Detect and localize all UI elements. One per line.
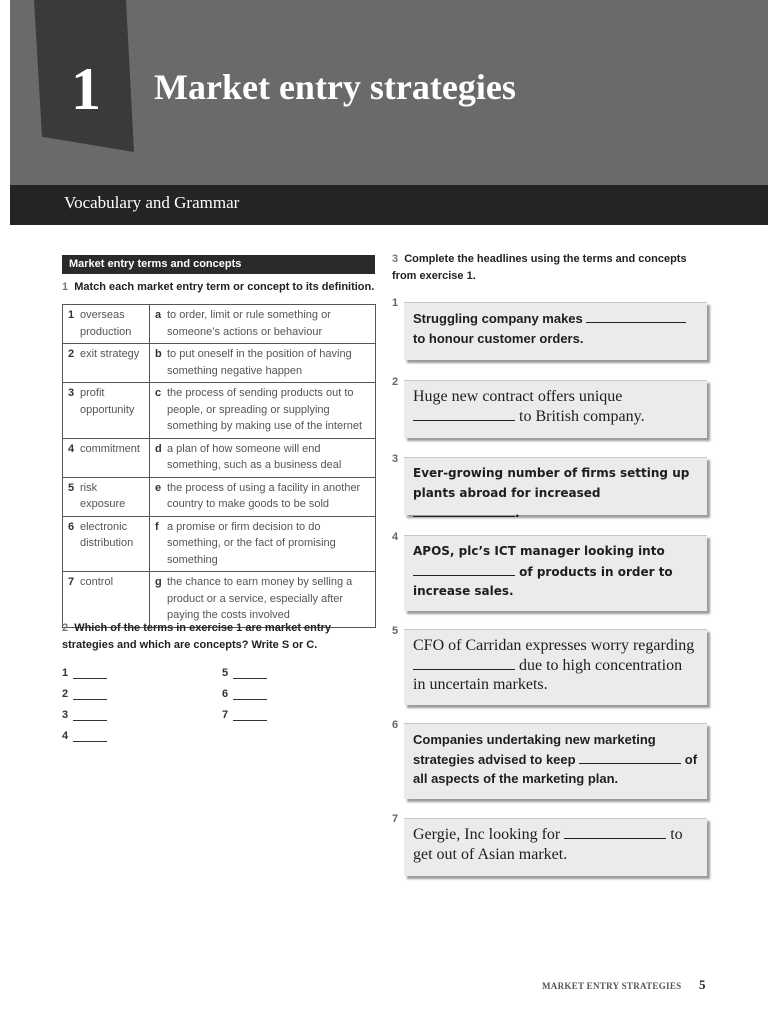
headline-blank[interactable] — [413, 503, 515, 517]
headline-before: Companies undertaking new marketing strategies advised to keep — [413, 732, 656, 767]
headline-blank[interactable] — [413, 407, 515, 421]
exercise-2-text: Which of the terms in exercise 1 are market entry strategies and which are concepts? Write S or C. — [62, 622, 331, 651]
exercise-2-instruction — [62, 620, 372, 654]
headline-card — [404, 723, 707, 799]
matching-table — [62, 304, 376, 628]
headline-card — [404, 380, 707, 438]
answer-blank[interactable] — [233, 668, 267, 679]
exercise-1-instruction — [62, 279, 376, 296]
term-number: 5 — [68, 481, 75, 494]
exercise-3-instruction — [392, 251, 707, 285]
answer-item — [222, 688, 267, 700]
term-number: 6 — [68, 520, 75, 533]
definition-text: a promise or firm decision to do something, or the fact of promising something — [167, 520, 336, 566]
answer-number: 3 — [62, 709, 69, 721]
term-number: 7 — [68, 576, 75, 588]
headline-number: 1 — [392, 297, 399, 309]
answer-item — [62, 667, 107, 679]
definition-cell — [150, 383, 376, 439]
definition-cell — [150, 438, 376, 477]
headline-number: 6 — [392, 719, 399, 731]
headline-card — [404, 818, 707, 876]
headline-text — [404, 458, 707, 530]
answer-blank[interactable] — [233, 710, 267, 721]
term-text: profit opportunity — [80, 387, 135, 416]
definition-text: the process of sending products out to people, or spreading or supplying something by making use of the internet — [167, 387, 363, 432]
exercise-2-number: 2 — [62, 622, 69, 634]
answer-item — [222, 709, 267, 721]
answer-number: 1 — [62, 667, 69, 679]
term-cell — [63, 383, 150, 439]
term-text: electronic distribution — [80, 520, 134, 549]
table-row — [63, 344, 376, 383]
answer-number: 6 — [222, 688, 229, 700]
headline-before: Gergie, Inc looking for — [413, 826, 565, 843]
headline-before: Struggling company makes — [413, 311, 587, 326]
headline-after: of all aspects of the marketing plan. — [413, 751, 698, 786]
term-number: 3 — [68, 387, 75, 399]
definition-text: to put oneself in the position of having something negative happen — [167, 348, 352, 377]
answer-item — [62, 730, 107, 742]
headline-text — [404, 381, 707, 432]
term-text: control — [80, 576, 114, 588]
headline-text — [404, 303, 707, 354]
answer-number: 2 — [62, 688, 69, 700]
headline-before: Ever-growing number of firms setting up plants abroad for increased — [413, 466, 690, 500]
definition-letter: f — [155, 520, 159, 533]
definition-text: to order, limit or rule something or someone’s actions or behaviour — [167, 309, 331, 338]
headline-text — [404, 819, 707, 870]
page-title: Market entry strategies — [154, 67, 516, 107]
table-row — [63, 516, 376, 572]
headline-after: to honour customer orders. — [413, 330, 584, 346]
answer-blank[interactable] — [73, 689, 107, 700]
term-number: 4 — [68, 442, 75, 455]
headline-blank[interactable] — [586, 309, 686, 323]
headline-blank[interactable] — [413, 562, 515, 576]
headline-number: 2 — [392, 376, 399, 388]
definition-letter: c — [155, 387, 162, 399]
headline-card — [404, 629, 707, 705]
table-row — [63, 477, 376, 516]
table-row — [63, 572, 376, 628]
headline-after: of products in order to increase sales. — [413, 564, 673, 598]
headline-number: 5 — [392, 625, 399, 637]
page-number: 5 — [699, 977, 706, 992]
definition-letter: d — [155, 442, 162, 455]
term-cell — [63, 438, 150, 477]
headline-card — [404, 535, 707, 611]
exercise-3-text: Complete the headlines using the terms and concepts from exercise 1. — [392, 253, 687, 282]
table-row — [63, 305, 376, 344]
headline-text — [404, 630, 707, 701]
section-title: Vocabulary and Grammar — [64, 193, 240, 212]
answer-number: 7 — [222, 709, 229, 721]
exercise-1-text: Match each market entry term or concept to its definition. — [74, 281, 375, 293]
answer-item — [222, 667, 267, 679]
definition-letter: e — [155, 481, 162, 494]
headline-number: 3 — [392, 453, 399, 465]
headline-after: . — [515, 506, 520, 520]
answer-blank[interactable] — [73, 710, 107, 721]
table-row — [63, 383, 376, 439]
term-number: 2 — [68, 348, 75, 360]
footer-label: MARKET ENTRY STRATEGIES — [542, 981, 682, 991]
definition-cell — [150, 305, 376, 344]
term-number: 1 — [68, 309, 75, 321]
headline-before: Huge new contract offers unique — [413, 388, 623, 405]
definition-letter: g — [155, 576, 162, 588]
definition-cell — [150, 516, 376, 572]
headline-after: to British company. — [515, 407, 645, 425]
headline-number: 4 — [392, 531, 399, 543]
unit-number: 1 — [71, 56, 101, 122]
answer-item — [62, 709, 107, 721]
exercise-1-number: 1 — [62, 281, 69, 293]
term-text: risk exposure — [80, 481, 126, 510]
headline-number: 7 — [392, 813, 399, 825]
answer-number: 4 — [62, 730, 69, 742]
headline-blank[interactable] — [579, 750, 681, 764]
term-text: commitment — [80, 442, 140, 455]
headline-after: due to high concentration in uncertain markets. — [413, 656, 683, 693]
definition-cell — [150, 344, 376, 383]
box-heading: Market entry terms and concepts — [62, 255, 375, 274]
exercise-3-number: 3 — [392, 253, 399, 265]
answer-blank[interactable] — [73, 731, 107, 742]
headline-blank[interactable] — [564, 825, 666, 839]
headline-card — [404, 302, 707, 360]
term-cell — [63, 572, 150, 628]
term-cell — [63, 516, 150, 572]
definition-letter: b — [155, 348, 162, 360]
term-cell — [63, 344, 150, 383]
headline-before: APOS, plc’s ICT manager looking into — [413, 544, 665, 558]
definition-text: a plan of how someone will end something, such as a business deal — [167, 442, 342, 471]
headline-after: to get out of Asian market. — [413, 826, 683, 863]
headline-text — [404, 724, 707, 795]
headline-blank[interactable] — [413, 656, 515, 670]
answer-blank[interactable] — [73, 668, 107, 679]
definition-text: the chance to earn money by selling a product or a service, especially after paying the costs involved — [167, 576, 353, 621]
definition-letter: a — [155, 309, 162, 321]
definition-cell — [150, 572, 376, 628]
term-cell — [63, 305, 150, 344]
headline-text — [404, 536, 707, 608]
definition-cell — [150, 477, 376, 516]
answer-item — [62, 688, 107, 700]
term-text: exit strategy — [80, 348, 140, 360]
headline-card — [404, 457, 707, 520]
definition-text: the process of using a facility in another country to make goods to be sold — [167, 481, 361, 510]
answer-blank[interactable] — [233, 689, 267, 700]
table-row — [63, 438, 376, 477]
answer-number: 5 — [222, 667, 229, 679]
term-cell — [63, 477, 150, 516]
headline-before: CFO of Carridan expresses worry regarding — [413, 637, 695, 654]
term-text: overseas production — [80, 309, 132, 338]
